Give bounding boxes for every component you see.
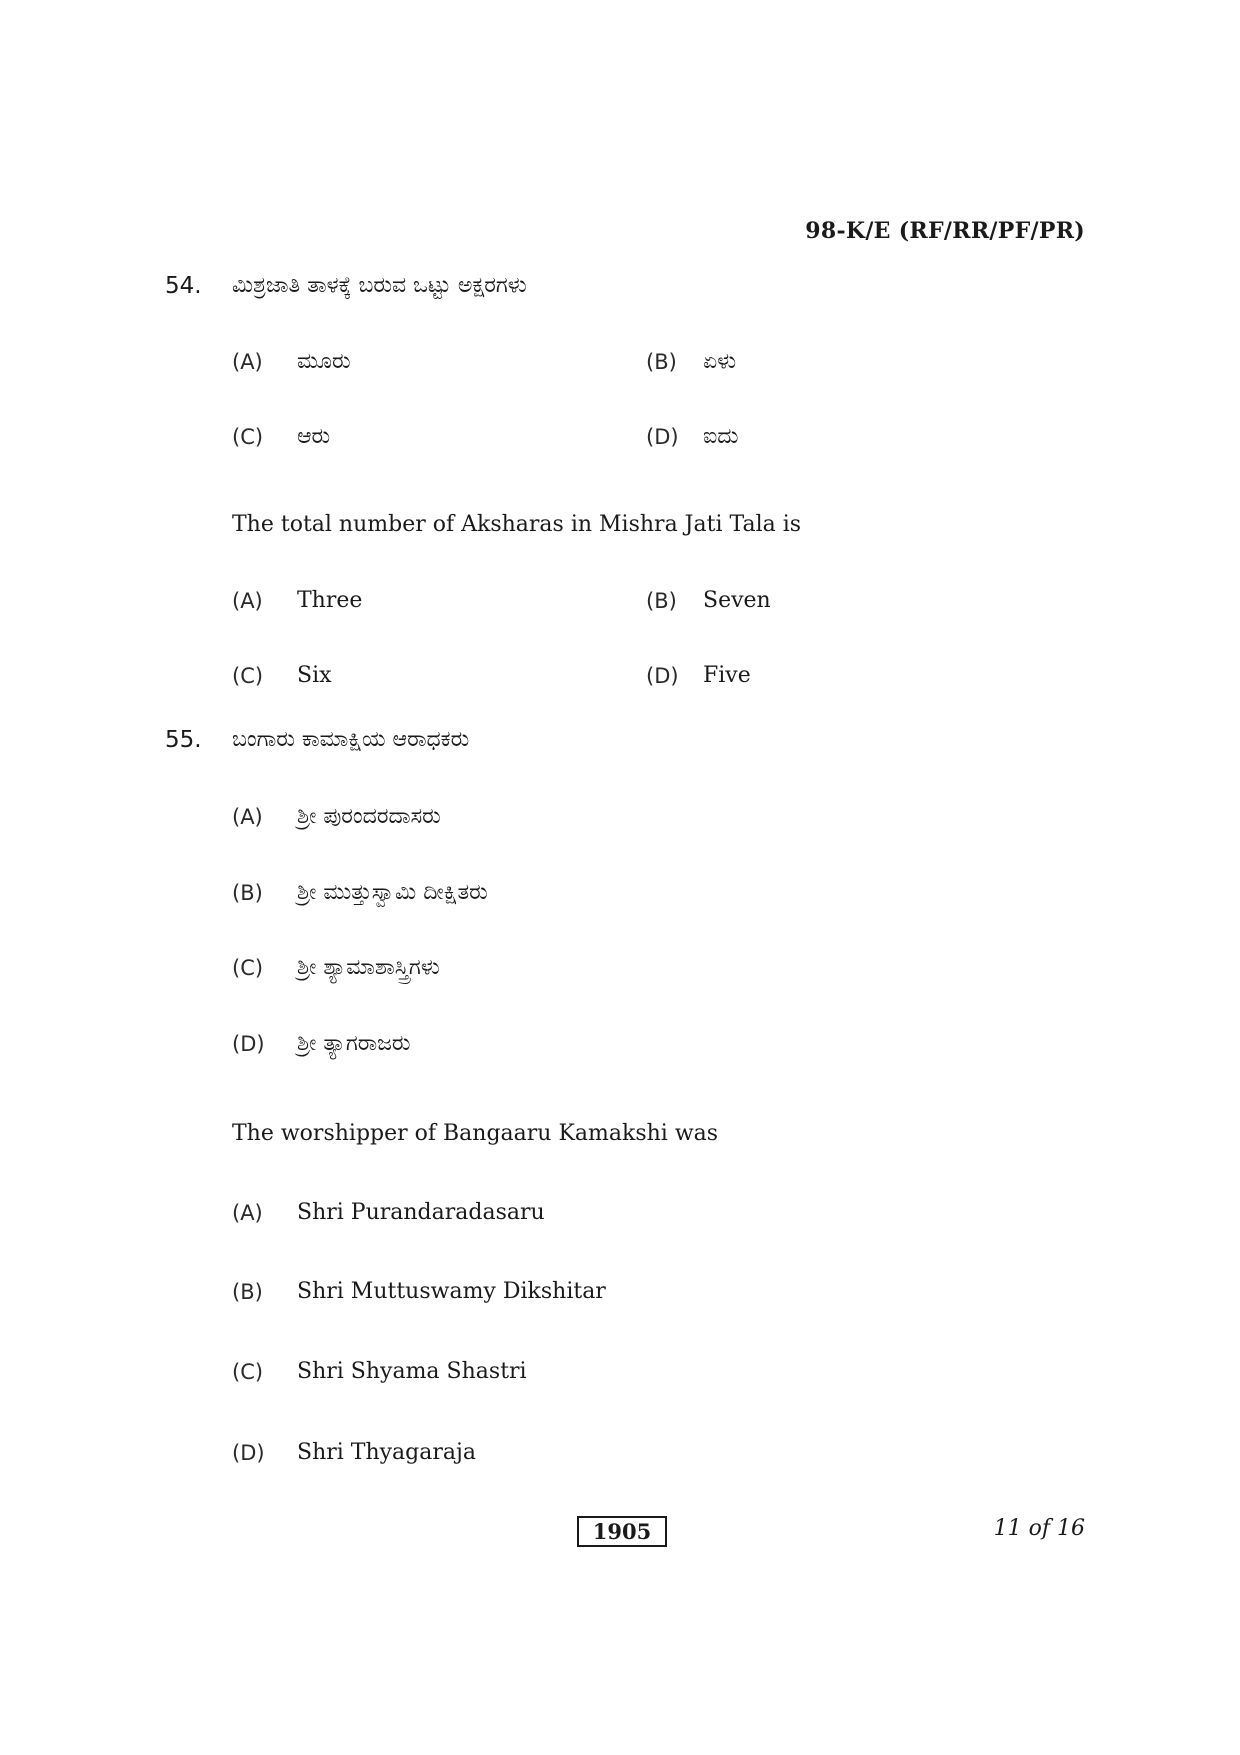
- option-text-kannada: ಆರು: [297, 424, 331, 449]
- option-label: (A): [232, 1201, 263, 1225]
- option-label: (D): [232, 1032, 265, 1056]
- option-label: (B): [646, 589, 677, 613]
- option-label: (B): [646, 350, 677, 374]
- option-label: (D): [646, 425, 679, 449]
- option-text-english: Shri Muttuswamy Dikshitar: [297, 1279, 606, 1304]
- option-label: (A): [232, 589, 263, 613]
- option-label: (B): [232, 881, 263, 905]
- option-text-english: Six: [297, 663, 332, 688]
- option-label: (C): [232, 425, 264, 449]
- option-label: (A): [232, 805, 263, 829]
- option-label: (C): [232, 956, 264, 980]
- option-text-english: Shri Purandaradasaru: [297, 1200, 545, 1225]
- option-text-kannada: ಶ್ರೀ ತ್ಯಾಗರಾಜರು: [297, 1031, 411, 1056]
- question-stem-kannada: ಬಂಗಾರು ಕಾಮಾಕ್ಷಿಯ ಆರಾಧಕರು: [232, 727, 470, 752]
- option-text-english: Shri Shyama Shastri: [297, 1359, 527, 1384]
- option-text-kannada: ಶ್ರೀ ಪುರಂದರದಾಸರು: [297, 804, 441, 829]
- question-stem-kannada: ಮಿಶ್ರಜಾತಿ ತಾಳಕ್ಕೆ ಬರುವ ಒಟ್ಟು ಅಕ್ಷರಗಳು: [232, 273, 527, 298]
- option-text-english: Three: [297, 588, 363, 613]
- paper-code: 98-K/E (RF/RR/PF/PR): [805, 218, 1085, 244]
- option-label: (C): [232, 664, 264, 688]
- option-label: (D): [646, 664, 679, 688]
- option-label: (D): [232, 1441, 265, 1465]
- option-text-english: Shri Thyagaraja: [297, 1440, 476, 1465]
- question-number: 55.: [165, 727, 202, 753]
- option-text-english: Five: [703, 663, 751, 688]
- question-stem-english: The total number of Aksharas in Mishra Jati Tala is: [232, 512, 802, 537]
- option-text-english: Seven: [703, 588, 771, 613]
- option-text-kannada: ಶ್ರೀ ಮುತ್ತುಸ್ವಾಮಿ ದೀಕ್ಷಿತರು: [297, 880, 488, 905]
- option-label: (B): [232, 1280, 263, 1304]
- option-label: (C): [232, 1360, 264, 1384]
- option-text-kannada: ಏಳು: [703, 349, 737, 374]
- question-number: 54.: [165, 273, 202, 299]
- question-stem-english: The worshipper of Bangaaru Kamakshi was: [232, 1121, 719, 1146]
- page-number: 11 of 16: [993, 1516, 1085, 1541]
- option-text-kannada: ಶ್ರೀ ಶ್ಯಾಮಾಶಾಸ್ತ್ರಿಗಳು: [297, 955, 440, 980]
- option-label: (A): [232, 350, 263, 374]
- option-text-kannada: ಐದು: [703, 424, 739, 449]
- option-text-kannada: ಮೂರು: [297, 349, 351, 374]
- booklet-code-box: 1905: [577, 1516, 667, 1547]
